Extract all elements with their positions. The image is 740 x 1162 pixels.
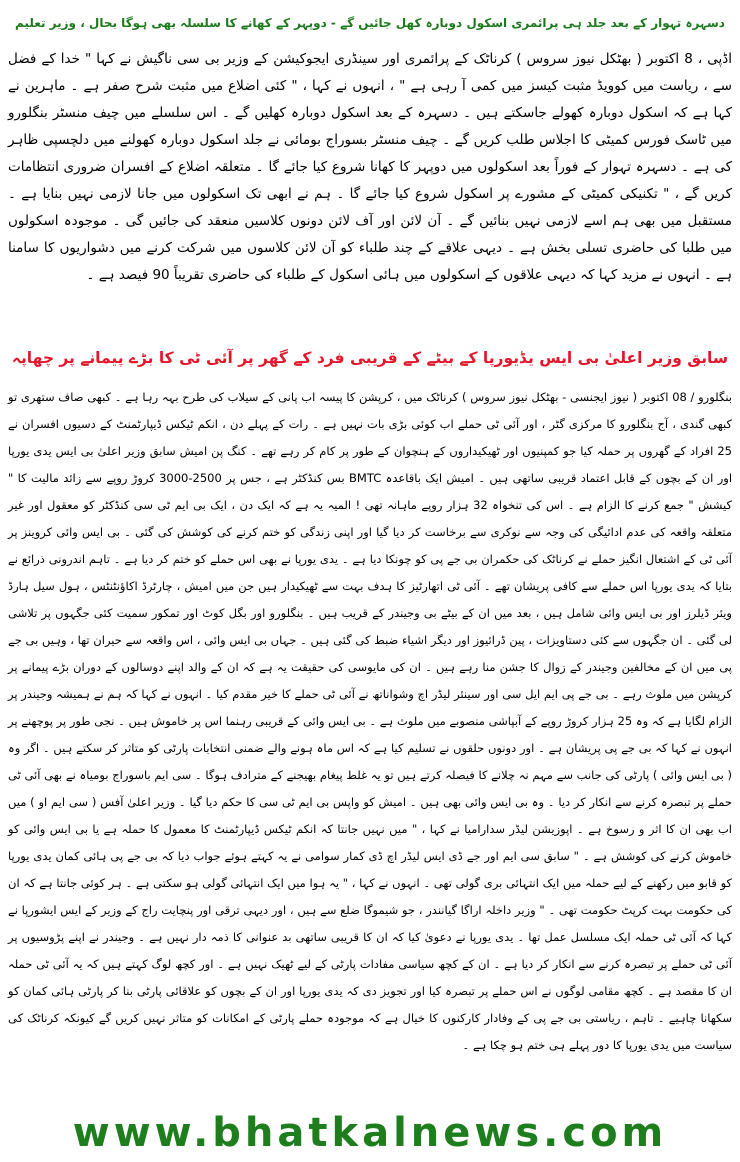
article-2-headline: سابق وزیر اعلیٰ بی ایس یڈیورپا کے بیٹے کے قریبی فرد کے گھر پر آئی ٹی کا بڑے پیمانے پر چھاپہ — [11, 349, 729, 367]
article-1-headline: دسہرہ تہوار کے بعد جلد ہی پرائمری اسکول دوبارہ کھل جائیں گے - دوپہر کے کھانے کا سلسلہ بھی ہوگا بحال ، وزیر تعلیم — [15, 16, 725, 30]
article-1-body — [6, 46, 734, 336]
article-2-paragraph: بنگلورو / 08 اکتوبر ( نیوز ایجنسی - بھٹکل نیوز سروس ) کرناٹک میں ، کرپشن کا پیسہ اب پانی کے سیلاب کی طرح بہہ رہا ہے ۔ کبھی صاف ستھری تو کبھی گندی ، آج بنگلورو کا مرکزی گٹر ، اور آئی ٹی حملے اب کوئی بڑی بات نہیں ہے ۔ رات کے پہلے دن ، انکم ٹیکس ڈیپارٹمنٹ کے دسیوں افسران نے 25 افراد کے گھروں پر حملہ کیا جو کمپنیوں اور ٹھیکیداروں کے ہنچوان کے طور پر کام کر رہے تھے ۔ کنگ پن امیش سابق وزیر اعلیٰ بی ایس یدی یورپا اور ان کے بچوں کے قابل اعتماد قریبی ساتھی ہیں ۔ امیش ایک باقاعدہ BMTC بس کنڈکٹر ہے ، جس پر 2500-3000 کروڑ روپے سے زائد مالیت کا " کیشش " جمع کرنے کا الزام ہے ۔ اس کی تنخواہ 32 ہزار روپے ماہانہ تھی ! المیہ یہ ہے کہ ایک دن ، ایک بی ایم ٹی سی کنڈکٹر کو معقول اور غیر متعلقہ واقعہ کی عدم ادائیگی کی وجہ سے نوکری سے برخاست کر دیا گیا اور اپنی زندگی کو ختم کرنے کی کوشش کی گئی ۔ بی ایس وائی کروینز پر آئی ٹی کے اشتعال انگیز حملے نے کرناٹک کی حکمران بی جے پی کو چونکا دیا ہے ۔ یدی یورپا نے بھی اس حملے کو ختم کر دیا ہے ۔ تاہم اندرونی ذرائع نے بتایا کہ یدی یورپا اس حملے سے کافی پریشان تھے ۔ آئی ٹی اتھارٹیز کا ہدف بہت سے ٹھیکیدار ہیں جن میں امیش ، چارٹرڈ اکاؤنٹنٹس ، ہول سیل ہارڈ ویئر ڈیلرز اور بی ایس وائی شامل ہیں ، بعد میں ان کے بیٹے بی وجیندر کے قریب ہیں ۔ بنگلورو اور بگل کوٹ اور تمکور سمیت کئی جگہوں پر تلاشی لی گئی ۔ ان جگہوں سے کئی دستاویزات ، پین ڈرائیوز اور دیگر اشیاء ضبط کی گئی ہیں ۔ جہاں بی ایس وائی ، اس واقعہ سے حیران تھا ، وہیں بی جے پی میں ان کے مخالفین وجیندر کے زوال کا جشن منا رہے ہیں ۔ ان کی مایوسی کی حقیقت یہ ہے کہ ان کے والد اپنے دوسالوں کے دوران بڑے پیمانے پر کرپشن میں ملوث رہے ۔ بی جے پی ایم ایل سی اور سینئر لیڈر اچ وشواناتھ نے آئی ٹی حملے کا خیر مقدم کیا ۔ انہوں نے کہا کہ ہم نے ہمیشہ وجیندر پر الزام لگایا ہے کہ وہ 25 ہزار کروڑ روپے کے آبپاشی منصوبے میں ملوث ہے ۔ بی ایس وائی کے قریبی رہنما اس پر خاموش ہیں ۔ نجی طور پر پوچھنے پر انہوں نے کہا کہ بی جے پی پریشان ہے ۔ اور دونوں حلقوں نے تسلیم کیا ہے کہ اس ماہ ہونے والے ضمنی انتخابات پارٹی کو متاثر کر سکتے ہیں ۔ اگر وہ ( بی ایس وائی ) پارٹی کی جانب سے مہم نہ چلانے کا فیصلہ کرتے ہیں تو یہ غلط پیغام بھیجنے کے مترادف ہوگا ۔ سی ایم باسوراج بومیاہ نے بھی آئی ٹی حملے پر تبصرہ کرنے سے انکار کر دیا ۔ وہ بی ایس وائی بھی ہیں ۔ امیش کو واپس بی ایم ٹی سی کا حکم دیا گیا ۔ وزیر اعلیٰ آفس ( سی ایم او ) میں اب بھی ان کا اثر و رسوخ ہے ۔ اپوزیشن لیڈر سدارامیا نے کہا ، " میں نہیں جانتا کہ انکم ٹیکس ڈیپارٹمنٹ کا معمول کا حملہ ہے یا بی ایس وائی کو خاموش کرنے کی کوشش ہے ۔ " سابق سی ایم اور جے ڈی ایس لیڈر اچ ڈی کمار سوامی نے یہ کہتے ہوئے جواب دیا کہ بی جے پی ہائی کمان یدی یورپا کو قابو میں رکھنے کے لیے حملہ میں ایک انتہائی بری گولی تھی ۔ انہوں نے کہا ، " یہ ہوا میں ایک انتہائی گولی ہو سکتی ہے ۔ ہر کوئی جانتا ہے کہ ان کی حکومت بہت کرپٹ حکومت تھی ۔ " وزیر داخلہ اراگا گیانندر ، جو شیموگا ضلع سے ہیں ، اور دیہی ترقی اور پنچایت راج کے وزیر کے ایس ایشورپا نے کہا کہ آئی ٹی حملہ ایک مسلسل عمل تھا ۔ یدی یورپا نے دعویٰ کیا کہ ان کا قریبی ساتھی بد عنوانی کا ذمہ دار نہیں ہے ۔ وجیندر نے اپنے پڑوسیوں پر آئی ٹی حملے پر تبصرہ کرنے سے انکار کر دیا ہے ۔ ان کے کچھ سیاسی مفادات پارٹی کے لیے ٹھیک نہیں ہے ۔ اور کچھ لوگ کہتے ہیں کہ یہ آئی ٹی حملہ ان کا مقصد ہے ۔ کچھ مقامی لوگوں نے اس حملے پر تبصرہ کیا اور تجویز دی کہ یدی یورپا اور ان کے بچوں کو علاقائی پارٹی بنا کر پارٹی ہائی کمان کو سکھانا چاہیے ۔ تاہم ، ریاستی بی جے پی کے وفادار کارکنوں کا خیال ہے کہ موجودہ حملے پارٹی کے امکانات کو متاثر نہیں کریں گے کیونکہ کرناٹک کی سیاست میں یدی یورپا کا دور پہلے ہی ختم ہو چکا ہے ۔ — [8, 390, 733, 1052]
article-1-paragraph: اڈپی ، 8 اکتوبر ( بھٹکل نیوز سروس ) کرناٹک کے پرائمری اور سینڈری ایجوکیشن کے وزیر بی سی ناگیش نے کہا " خدا کے فضل سے ، ریاست میں کوویڈ مثبت کیسز میں کمی آ رہی ہے " ، انہوں نے کہا ، " کئی اضلاع میں مثبت شرح صفر ہے ۔ ماہرین نے کہا ہے کہ اسکول دوبارہ کھولے جاسکتے ہیں ۔ دسہرہ کے بعد اسکول دوبارہ کھلیں گے ۔ اس سلسلے میں چیف منسٹر بنگلورو میں ٹاسک فورس کمیٹی کا اجلاس طلب کریں گے ۔ چیف منسٹر بسوراج بومائی نے جلد اسکول دوبارہ کھولنے میں دلچسپی ظاہر کی ہے ۔ دسہرہ تہوار کے فوراً بعد اسکولوں میں دوپہر کا کھانا شروع کیا جائے گا ۔ متعلقہ اضلاع کے افسران ضروری انتظامات کریں گے ، " تکنیکی کمیٹی کے مشورے پر اسکول شروع کیا جائے گا ۔ ہم نے ابھی تک اسکولوں میں جانا لازمی نہیں بنایا ہے ۔ مستقبل میں بھی ہم اسے لازمی نہیں بنائیں گے ۔ آن لائن اور آف لائن دونوں کلاسیں منعقد کی جائیں گی ۔ موجودہ اسکولوں میں طلبا کی حاضری تسلی بخش ہے ۔ دیہی علاقے کے چند طلباء کو آن لائن کلاسوں میں شرکت کرنے میں دشواریوں کا سامنا ہے ۔ انہوں نے مزید کہا کہ دیہی علاقوں کے اسکولوں میں ہائی اسکول کے طلباء کی حاضری تقریباً 90 فیصد ہے ۔ — [8, 51, 732, 283]
article-2-body — [6, 384, 734, 1084]
site-url-watermark: www.bhatkalnews.com — [72, 1110, 668, 1156]
